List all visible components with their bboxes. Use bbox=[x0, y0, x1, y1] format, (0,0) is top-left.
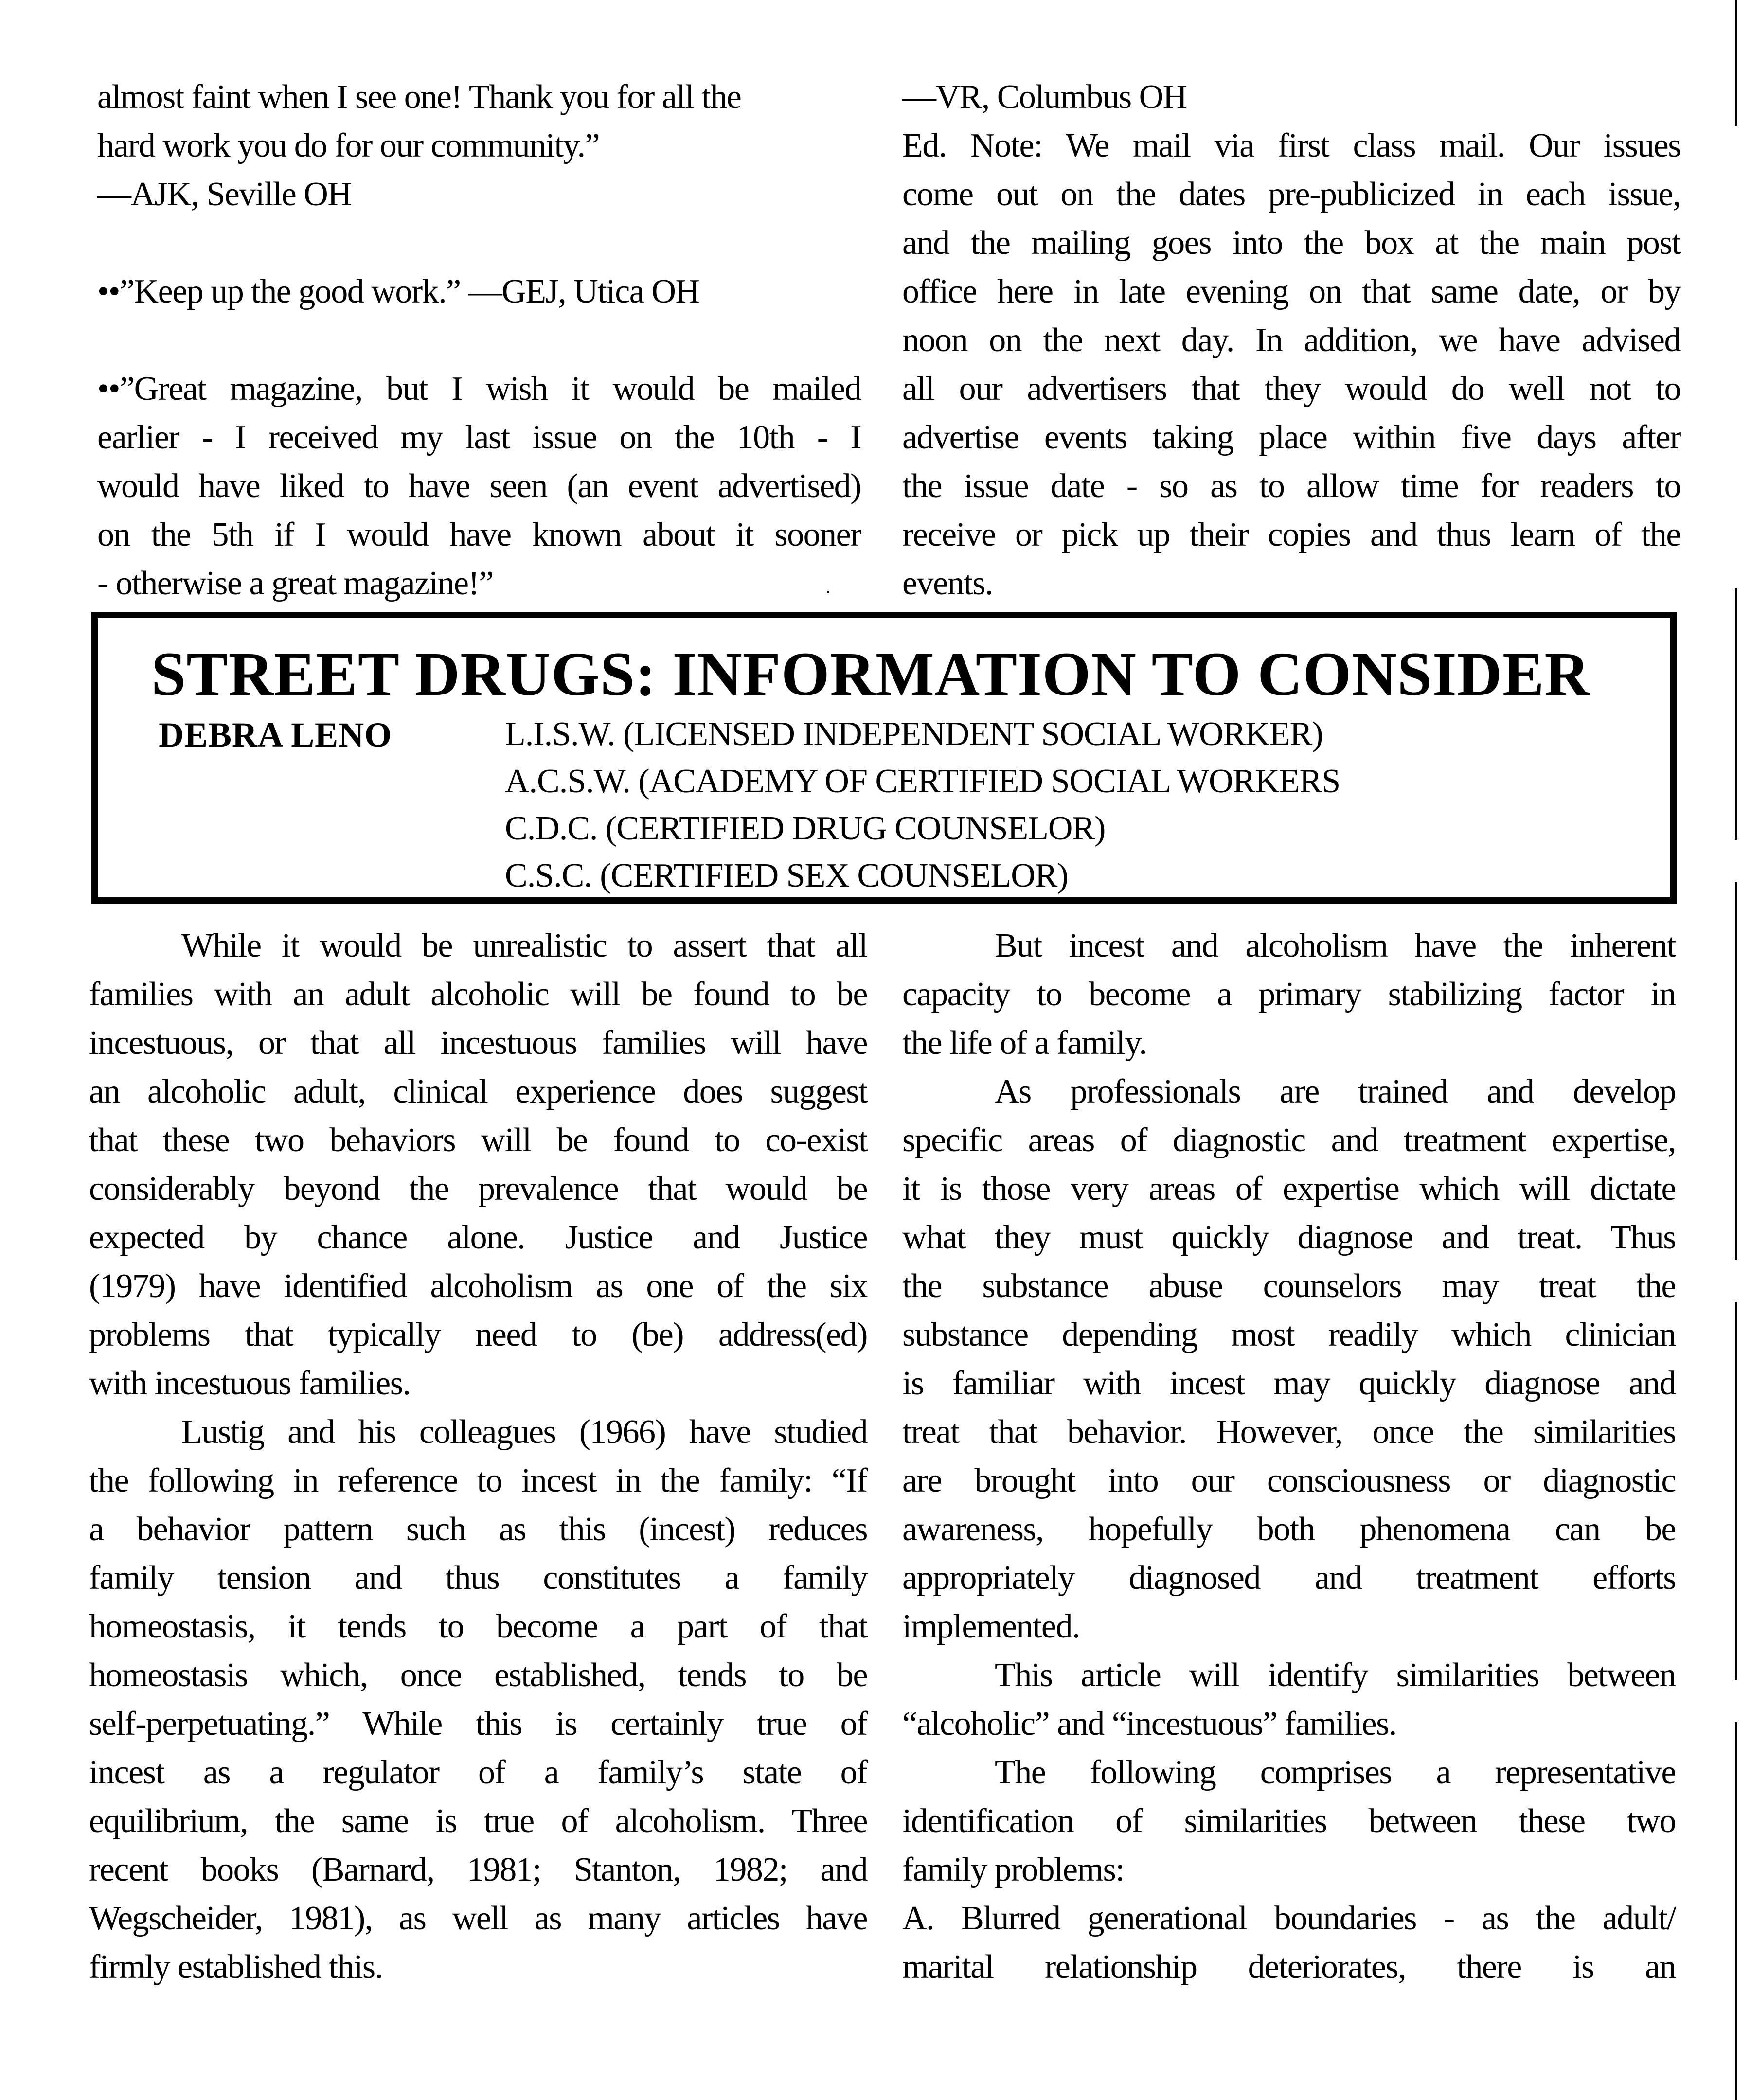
article-paragraph bbox=[902, 1748, 1676, 1894]
text-line: But incest and alcoholism have the inherent bbox=[995, 927, 1676, 964]
text-line: come out on the dates pre-publicized in each issue, bbox=[902, 176, 1680, 213]
text-line: equilibrium, the same is true of alcoholism. Three bbox=[89, 1802, 867, 1840]
text-line: homeostasis, it tends to become a part of that bbox=[89, 1608, 867, 1645]
text-line: office here in late evening on that same date, or by bbox=[902, 273, 1680, 310]
text-line: Lustig and his colleagues (1966) have studied bbox=[181, 1413, 867, 1451]
text-line: all our advertisers that they would do well not to bbox=[902, 370, 1680, 408]
text-line: While it would be unrealistic to assert that all bbox=[181, 927, 867, 964]
page-edge-line bbox=[1735, 0, 1737, 2100]
text-line: hard work you do for our community.” bbox=[97, 127, 600, 164]
letter-1-ending bbox=[97, 73, 861, 219]
text-line: is familiar with incest may quickly diagnose and bbox=[902, 1365, 1676, 1402]
text-line: family tension and thus constitutes a family bbox=[89, 1559, 867, 1597]
text-line: considerably beyond the prevalence that would be bbox=[89, 1170, 867, 1208]
text-line: capacity to become a primary stabilizing factor in bbox=[902, 976, 1676, 1013]
text-line: earlier - I received my last issue on the 10th - I bbox=[97, 419, 861, 456]
text-line: appropriately diagnosed and treatment efforts bbox=[902, 1559, 1676, 1597]
article-right-column bbox=[902, 922, 1676, 1992]
text-line: are brought into our consciousness or diagnostic bbox=[902, 1462, 1676, 1499]
article-header-box bbox=[91, 612, 1677, 904]
text-line: substance depending most readily which clinician bbox=[902, 1316, 1676, 1353]
text-line: treat that behavior. However, once the similarities bbox=[902, 1413, 1676, 1451]
text-line: events. bbox=[902, 565, 993, 602]
letter-signature: —AJK, Seville OH bbox=[97, 176, 352, 213]
print-speck bbox=[827, 591, 829, 593]
text-line: recent books (Barnard, 1981; Stanton, 1982; and bbox=[89, 1851, 867, 1888]
author-credentials bbox=[505, 711, 1340, 899]
article-paragraph bbox=[902, 1068, 1676, 1651]
credential-line: C.D.C. (CERTIFIED DRUG COUNSELOR) bbox=[505, 810, 1106, 847]
credential-line: C.S.C. (CERTIFIED SEX COUNSELOR) bbox=[505, 857, 1068, 894]
editor-note bbox=[902, 122, 1680, 608]
text-line: it is those very areas of expertise which will dictate bbox=[902, 1170, 1676, 1208]
text-line: Wegscheider, 1981), as well as many articles have bbox=[89, 1900, 867, 1937]
letter-3 bbox=[97, 365, 861, 608]
text-line: A. Blurred generational boundaries - as the adult/ bbox=[902, 1900, 1676, 1937]
text-line: a behavior pattern such as this (incest) reduces bbox=[89, 1511, 867, 1548]
credential-line: L.I.S.W. (LICENSED INDEPENDENT SOCIAL WORKER) bbox=[505, 715, 1323, 753]
article-author: DEBRA LENO bbox=[159, 715, 393, 754]
text-line: that these two behaviors will be found to co-exist bbox=[89, 1121, 867, 1159]
text-line: on the 5th if I would have known about it sooner bbox=[97, 516, 861, 553]
text-line: problems that typically need to (be) address(ed) bbox=[89, 1316, 867, 1353]
text-line: the issue date - so as to allow time for readers to bbox=[902, 467, 1680, 505]
article-title: STREET DRUGS: INFORMATION TO CONSIDER bbox=[151, 640, 1590, 709]
text-line: the substance abuse counselors may treat the bbox=[902, 1267, 1676, 1305]
text-line: incest as a regulator of a family’s state of bbox=[89, 1754, 867, 1791]
article-left-column bbox=[89, 922, 867, 1992]
text-line: self-perpetuating.” While this is certainly true of bbox=[89, 1705, 867, 1743]
text-line: receive or pick up their copies and thus learn of the bbox=[902, 516, 1680, 553]
text-line: the life of a family. bbox=[902, 1024, 1147, 1062]
text-line: advertise events taking place within five days after bbox=[902, 419, 1680, 456]
text-line: Ed. Note: We mail via first class mail. Our issues bbox=[902, 127, 1680, 164]
article-paragraph bbox=[902, 1651, 1676, 1748]
article-paragraph bbox=[89, 1408, 867, 1992]
text-line: what they must quickly diagnose and treat. Thus bbox=[902, 1219, 1676, 1256]
text-line: The following comprises a representative bbox=[995, 1754, 1676, 1791]
text-line: marital relationship deteriorates, there is an bbox=[902, 1948, 1676, 1986]
text-line: ••”Keep up the good work.” —GEJ, Utica OH bbox=[97, 273, 699, 310]
letters-right-column bbox=[902, 73, 1680, 608]
letter-2 bbox=[97, 267, 861, 316]
text-line: This article will identify similarities between bbox=[995, 1656, 1676, 1694]
text-line: almost faint when I see one! Thank you for all the bbox=[97, 78, 741, 116]
text-line: family problems: bbox=[902, 1851, 1125, 1888]
text-line: awareness, hopefully both phenomena can be bbox=[902, 1511, 1676, 1548]
letter-signature: —VR, Columbus OH bbox=[902, 78, 1187, 116]
text-line: firmly established this. bbox=[89, 1948, 383, 1986]
text-line: and the mailing goes into the box at the main post bbox=[902, 224, 1680, 262]
text-line: an alcoholic adult, clinical experience does suggest bbox=[89, 1073, 867, 1110]
text-line: would have liked to have seen (an event advertised) bbox=[97, 467, 861, 505]
text-line: “alcoholic” and “incestuous” families. bbox=[902, 1705, 1396, 1743]
text-line: identification of similarities between these two bbox=[902, 1802, 1676, 1840]
text-line: (1979) have identified alcoholism as one of the six bbox=[89, 1267, 867, 1305]
article-paragraph bbox=[902, 922, 1676, 1068]
text-line: incestuous, or that all incestuous families will have bbox=[89, 1024, 867, 1062]
text-line: - otherwise a great magazine!” bbox=[97, 565, 493, 602]
text-line: noon on the next day. In addition, we have advised bbox=[902, 321, 1680, 359]
text-line: expected by chance alone. Justice and Justice bbox=[89, 1219, 867, 1256]
text-line: ••”Great magazine, but I wish it would be mailed bbox=[97, 370, 861, 408]
text-line: As professionals are trained and develop bbox=[995, 1073, 1676, 1110]
list-item-a bbox=[902, 1894, 1676, 1992]
text-line: implemented. bbox=[902, 1608, 1080, 1645]
credential-line: A.C.S.W. (ACADEMY OF CERTIFIED SOCIAL WORKERS bbox=[505, 763, 1340, 800]
text-line: homeostasis which, once established, tends to be bbox=[89, 1656, 867, 1694]
text-line: families with an adult alcoholic will be found to be bbox=[89, 976, 867, 1013]
letters-left-column bbox=[97, 73, 861, 608]
article-paragraph bbox=[89, 922, 867, 1408]
text-line: the following in reference to incest in the family: “If bbox=[89, 1462, 867, 1499]
text-line: specific areas of diagnostic and treatment expertise, bbox=[902, 1121, 1676, 1159]
text-line: with incestuous families. bbox=[89, 1365, 411, 1402]
